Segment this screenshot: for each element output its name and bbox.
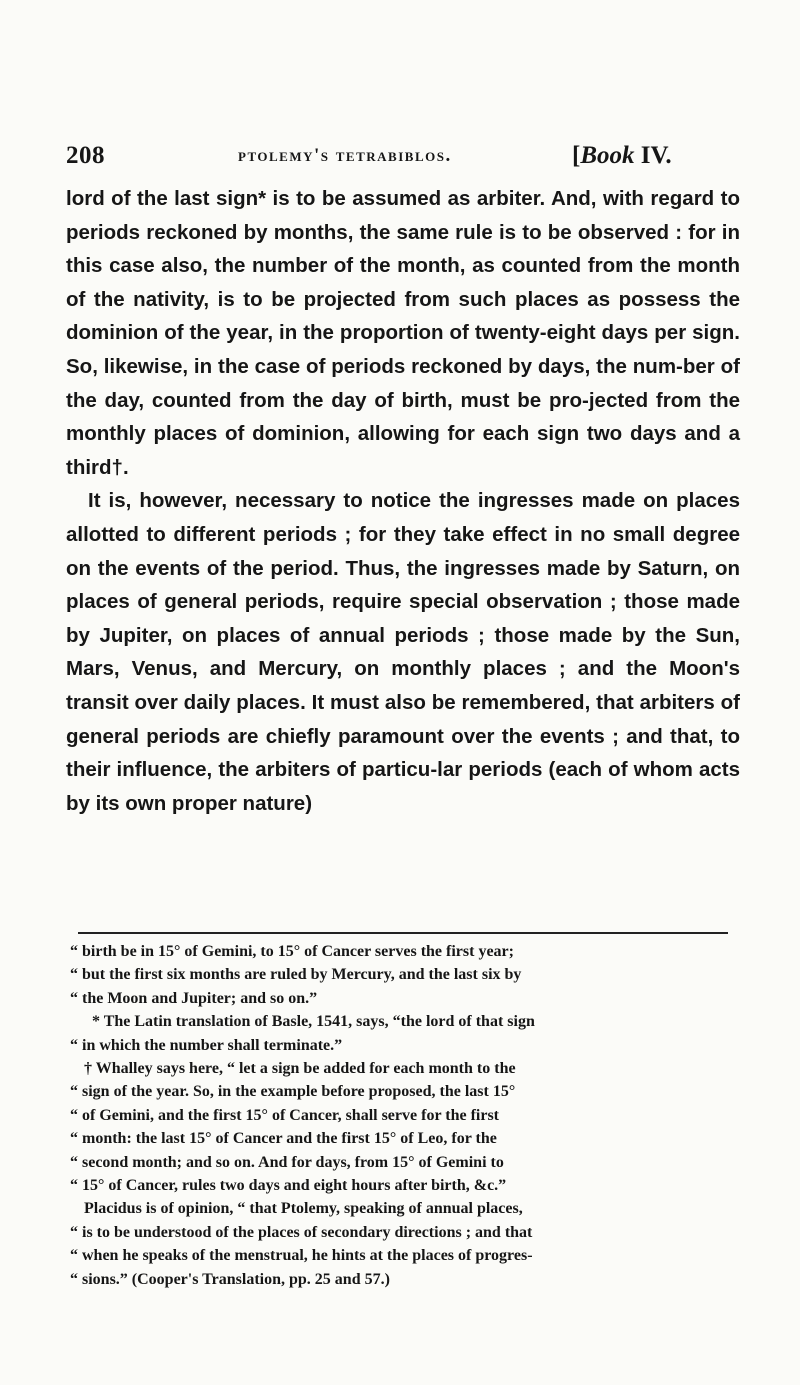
footnote-line: “ but the first six months are ruled by Mercury, and the last six by — [70, 966, 522, 984]
main-text — [66, 182, 740, 820]
book-bracket: [ — [572, 142, 581, 169]
footnotes — [70, 940, 740, 1291]
footnote-line: “ 15° of Cancer, rules two days and eight hours after birth, &c.” — [70, 1177, 507, 1195]
footnote-line: “ the Moon and Jupiter; and so on.” — [70, 989, 318, 1007]
paragraph-2: It is, however, necessary to notice the ingresses made on places allotted to different periods ; for they take effect in no small degree on the events of the period. Thus, the ingresses made by Saturn, on places of general periods, require special observation ; those made by Jupiter, on places of annual periods ; those made by the Sun, Mars, Venus, and Mercury, on monthly places ; and the Moon's transit over daily places. It must also be remembered, that arbiters of general periods are chiefly paramount over the events ; and that, to their influence, the arbiters of particu-lar periods (each of whom acts by its own proper nature) — [66, 489, 740, 815]
footnote-line: “ when he speaks of the menstrual, he hints at the places of progres- — [70, 1247, 533, 1265]
book-number: IV. — [634, 142, 672, 169]
paragraph-1: lord of the last sign* is to be assumed as arbiter. And, with regard to periods reckoned by months, the same rule is to be observed : for in this case also, the number of the month, as counted from the month of the nativity, is to be projected from such places as possess the dominion of the year, in the proportion of twenty-eight days per sign. So, likewise, in the case of periods reckoned by days, the num-ber of the day, counted from the day of birth, must be pro-jected from the monthly places of dominion, allowing for each sign two days and a third†. — [66, 187, 740, 479]
page-number: 208 — [66, 142, 105, 169]
footnote-line: “ of Gemini, and the first 15° of Cancer, shall serve for the first — [70, 1106, 500, 1124]
footnote-line: “ sign of the year. So, in the example before proposed, the last 15° — [70, 1083, 516, 1101]
footnote-dagger: † Whalley says here, “ let a sign be added for each month to the — [84, 1060, 516, 1078]
book-reference — [572, 142, 672, 170]
footnote-line: “ birth be in 15° of Gemini, to 15° of Cancer serves the first year; — [70, 943, 514, 960]
running-title: ptolemy's tetrabiblos. — [238, 145, 452, 166]
footnote-line: “ month: the last 15° of Cancer and the first 15° of Leo, for the — [70, 1130, 497, 1148]
footnote-star: * The Latin translation of Basle, 1541, says, “the lord of that sign — [92, 1013, 535, 1031]
page-header — [58, 142, 748, 178]
footnote-line: “ is to be understood of the places of secondary directions ; and that — [70, 1223, 533, 1241]
footnote-line: “ in which the number shall terminate.” — [70, 1036, 343, 1054]
footnote-line: “ second month; and so on. And for days, from 15° of Gemini to — [70, 1153, 504, 1171]
book-word: Book — [580, 142, 635, 169]
footnote-placidus: Placidus is of opinion, “ that Ptolemy, speaking of annual places, — [84, 1200, 523, 1218]
footnote-divider — [78, 932, 728, 934]
footnote-line: “ sions.” (Cooper's Translation, pp. 25 and 57.) — [70, 1270, 390, 1288]
